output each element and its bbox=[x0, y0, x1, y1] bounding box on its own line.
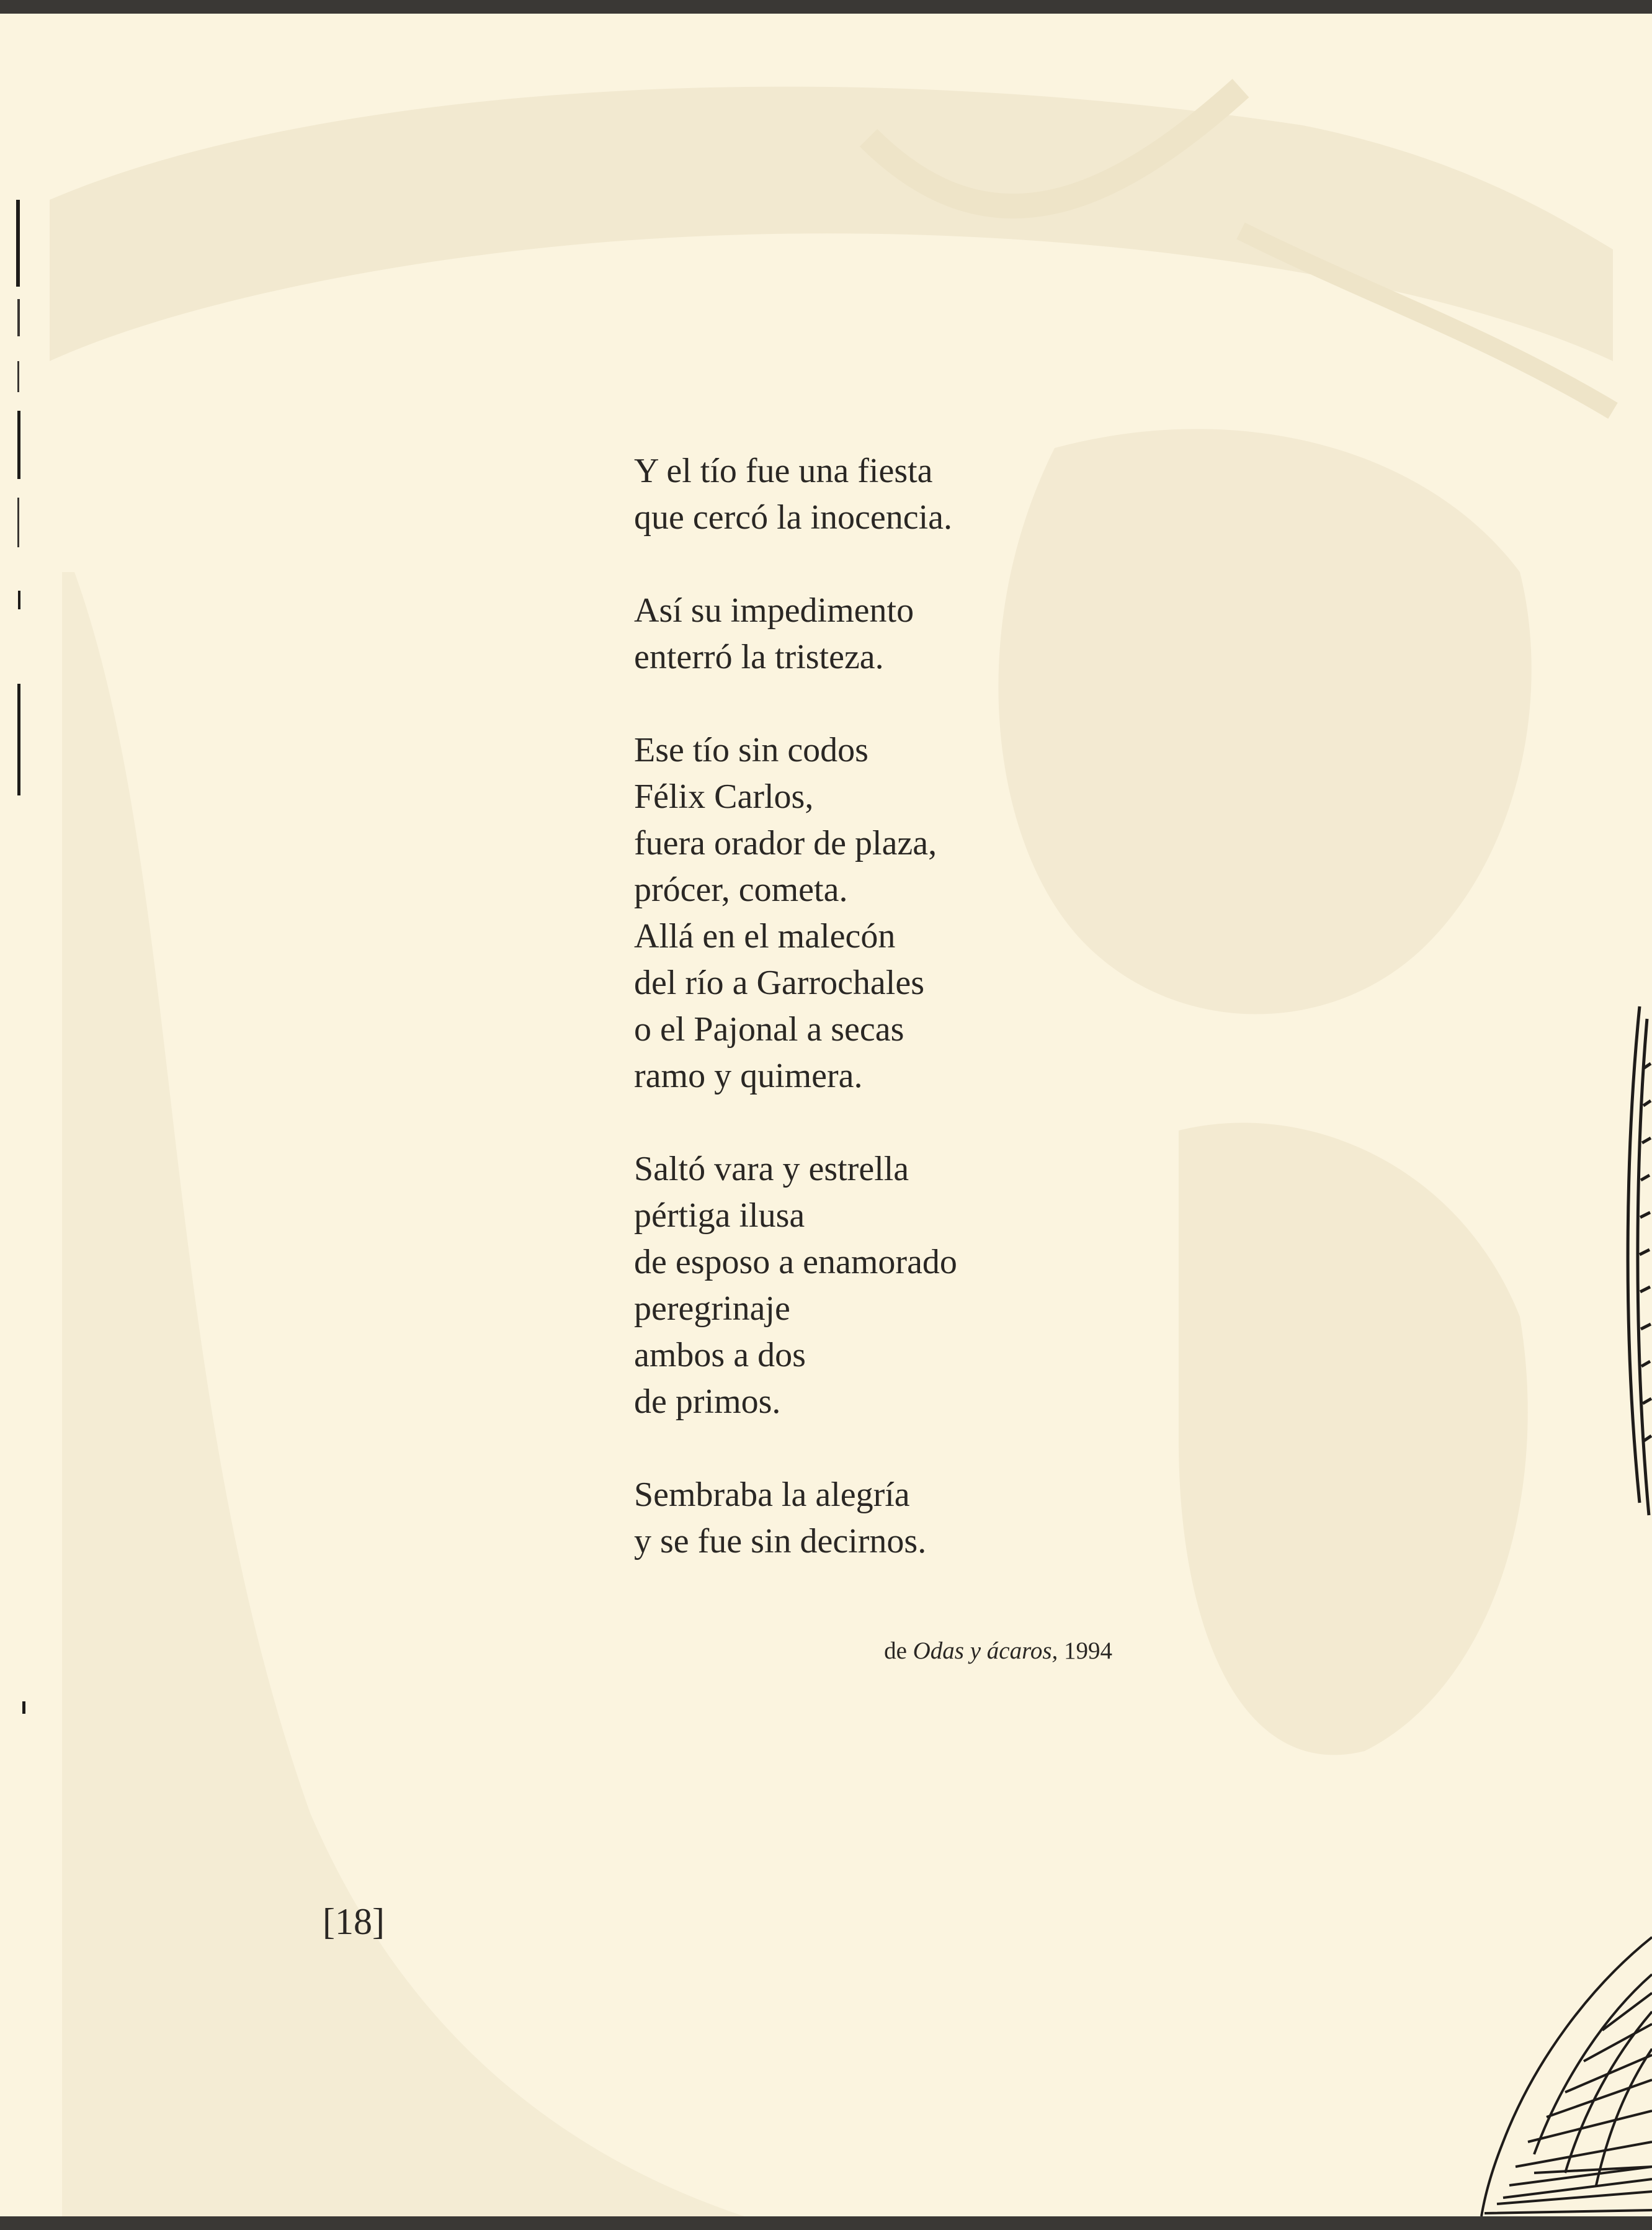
poem-line: o el Pajonal a secas bbox=[634, 1010, 904, 1049]
poem-line: ramo y quimera. bbox=[634, 1057, 863, 1095]
poem-source bbox=[884, 1636, 1112, 1667]
poem-line: de esposo a enamorado bbox=[634, 1243, 957, 1281]
source-book-title: Odas y ácaros, bbox=[913, 1637, 1058, 1664]
poem-line: Allá en el malecón bbox=[634, 917, 896, 956]
poem-line: fuera orador de plaza, bbox=[634, 824, 937, 862]
page-number: [18] bbox=[323, 1901, 385, 1942]
poem-line: Así su impedimento bbox=[634, 591, 914, 630]
poem-line: Félix Carlos, bbox=[634, 777, 814, 816]
stanza bbox=[634, 1146, 1254, 1425]
poem-line: peregrinaje bbox=[634, 1289, 790, 1328]
poem-line: enterró la tristeza. bbox=[634, 638, 884, 676]
poem bbox=[634, 448, 1254, 1611]
source-prefix: de bbox=[884, 1637, 913, 1664]
book-page bbox=[0, 14, 1652, 2216]
stanza bbox=[634, 727, 1254, 1099]
poem-line: Sembraba la alegría bbox=[634, 1475, 910, 1514]
stanza bbox=[634, 588, 1254, 681]
poem-line: de primos. bbox=[634, 1382, 781, 1421]
stanza bbox=[634, 448, 1254, 541]
binding-edge-marks bbox=[0, 14, 37, 2216]
poem-line: del río a Garrochales bbox=[634, 964, 924, 1002]
stanza bbox=[634, 1472, 1254, 1565]
poem-line: y se fue sin decirnos. bbox=[634, 1522, 927, 1561]
poem-line: Y el tío fue una fiesta bbox=[634, 452, 933, 490]
poem-line: que cercó la inocencia. bbox=[634, 498, 953, 537]
source-year: 1994 bbox=[1058, 1637, 1112, 1664]
poem-line: Ese tío sin codos bbox=[634, 731, 868, 769]
poem-line: ambos a dos bbox=[634, 1336, 806, 1374]
poem-line: pértiga ilusa bbox=[634, 1196, 805, 1235]
pen-drawing-fragment bbox=[1329, 14, 1652, 2216]
poem-line: Saltó vara y estrella bbox=[634, 1150, 909, 1188]
poem-line: prócer, cometa. bbox=[634, 871, 848, 909]
